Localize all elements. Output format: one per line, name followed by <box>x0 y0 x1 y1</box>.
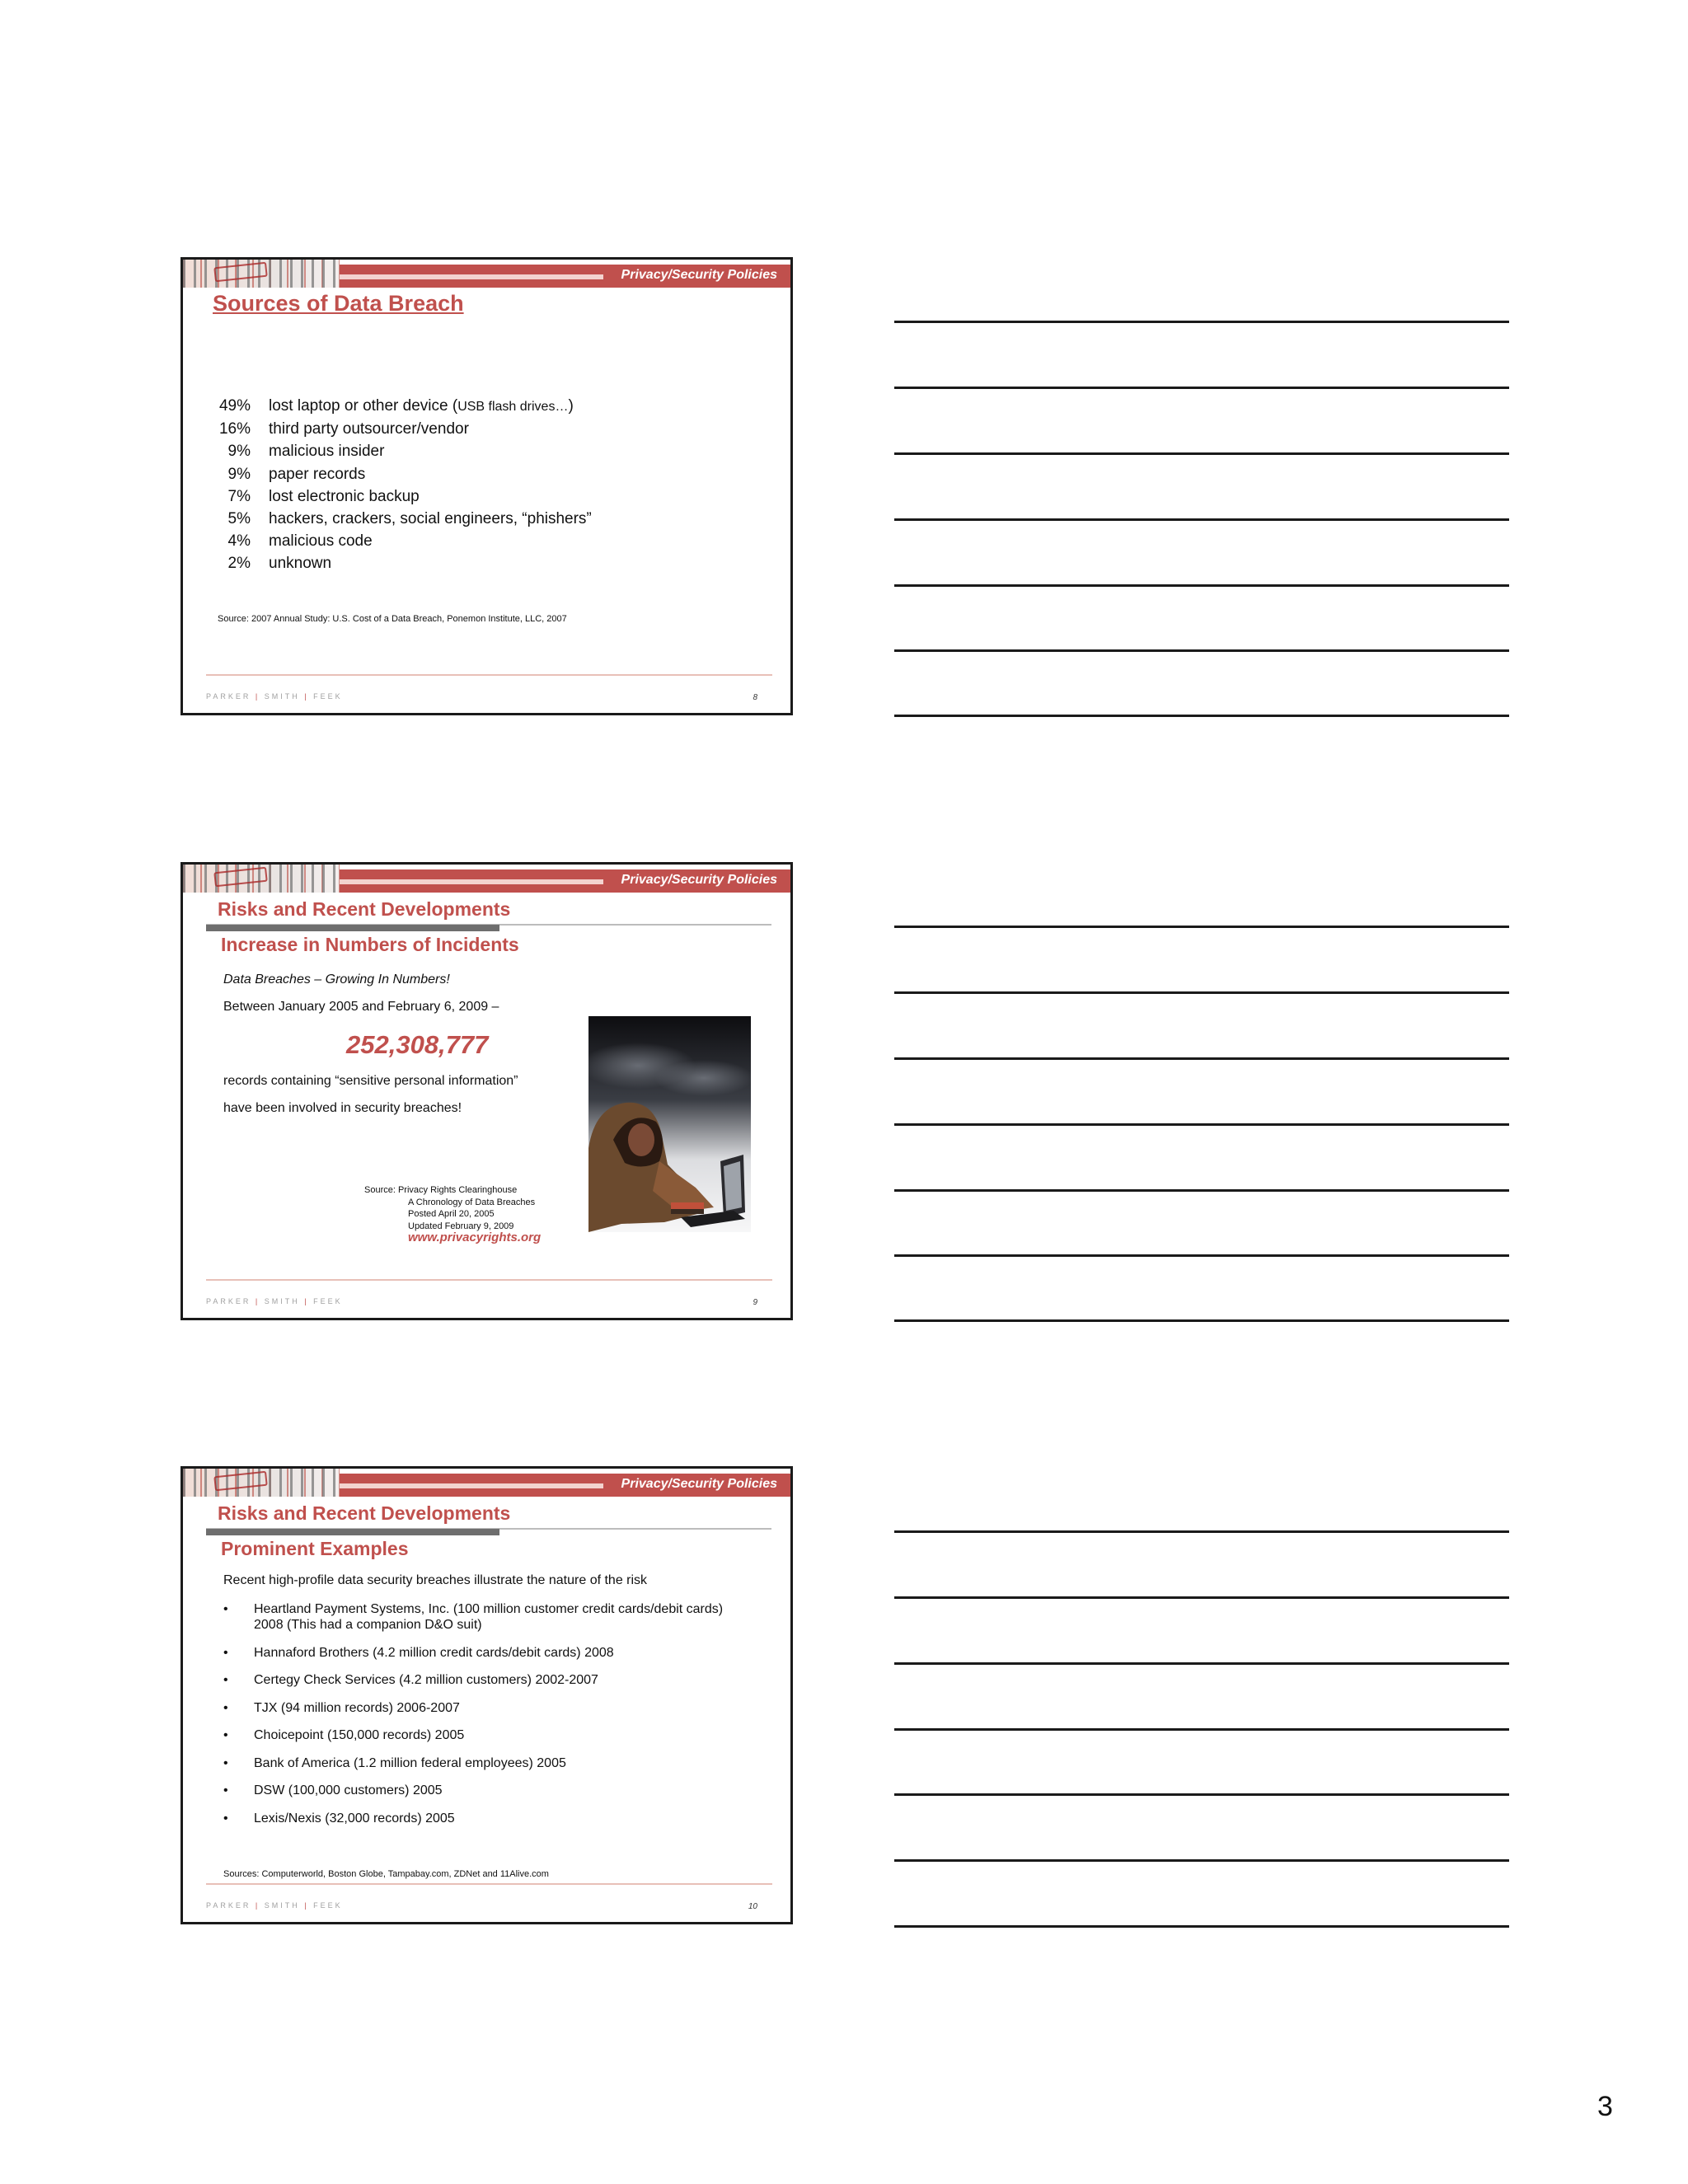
section-title: Risks and Recent Developments <box>218 1502 511 1524</box>
banner-label: Privacy/Security Policies <box>621 268 777 282</box>
percent: 16% <box>218 420 251 438</box>
notes-line <box>894 926 1509 928</box>
source-link[interactable]: www.privacyrights.org <box>408 1230 542 1244</box>
tagline: Data Breaches – Growing In Numbers! <box>223 972 450 987</box>
records-count: 252,308,777 <box>346 1030 489 1059</box>
notes-line <box>894 1123 1509 1126</box>
banner-image <box>183 865 340 893</box>
list-item: • Choicepoint (150,000 records) 2005 <box>223 1728 465 1742</box>
percent: 7% <box>227 487 251 505</box>
notes-line <box>894 1189 1509 1192</box>
banner-label: Privacy/Security Policies <box>621 1477 777 1491</box>
slide-banner <box>183 260 790 288</box>
hacker-laptop-photo <box>588 1016 751 1255</box>
list-item: • Certegy Check Services (4.2 million customers) 2002-2007 <box>223 1673 598 1687</box>
body-text: have been involved in security breaches! <box>223 1101 462 1115</box>
footer-divider <box>206 1883 772 1885</box>
label: lost laptop or other device ( <box>269 397 458 415</box>
label: malicious insider <box>269 443 385 461</box>
percent: 5% <box>227 510 251 528</box>
notes-line <box>894 1793 1509 1796</box>
notes-line <box>894 1859 1509 1862</box>
notes-line <box>894 1530 1509 1533</box>
percent: 2% <box>227 555 251 573</box>
list-item <box>206 485 592 508</box>
notes-line <box>894 1925 1509 1928</box>
body-text: records containing “sensitive personal information” <box>223 1074 518 1088</box>
notes-line <box>894 1662 1509 1665</box>
percent: 49% <box>218 397 251 415</box>
source-note: Source: Privacy Rights Clearinghouse A Chronology of Data Breaches Posted April 20, 2005 Updated February 9, 2009 www.privacyrights.org <box>364 1185 542 1244</box>
slide-title: Sources of Data Breach <box>213 291 464 316</box>
document-page-number: 3 <box>1597 2091 1613 2122</box>
notes-line <box>894 1254 1509 1257</box>
list-item: • Heartland Payment Systems, Inc. (100 million customer credit cards/debit cards) 2008 (This had a companion D&O suit) <box>223 1602 724 1632</box>
notes-line <box>894 452 1509 455</box>
list-item <box>206 463 592 485</box>
notes-line <box>894 1057 1509 1060</box>
notes-line <box>894 387 1509 389</box>
slide-page-number: 10 <box>748 1902 757 1911</box>
notes-line <box>894 715 1509 717</box>
list-item <box>206 552 592 574</box>
notes-line <box>894 1728 1509 1731</box>
notes-line <box>894 991 1509 994</box>
label-detail: USB flash drives… <box>457 400 569 414</box>
label: unknown <box>269 555 332 573</box>
breach-examples-list <box>223 1601 751 1838</box>
source-note: Source: 2007 Annual Study: U.S. Cost of a Data Breach, Ponemon Institute, LLC, 2007 <box>218 614 567 624</box>
label: hackers, crackers, social engineers, “phishers” <box>269 510 592 528</box>
notes-line <box>894 518 1509 521</box>
notes-line <box>894 1596 1509 1599</box>
label: paper records <box>269 465 366 483</box>
label: malicious code <box>269 532 373 551</box>
percent: 9% <box>227 465 251 483</box>
list-item: • Bank of America (1.2 million federal employees) 2005 <box>223 1755 566 1770</box>
footer-logo: PARKER | SMITH | FEEK <box>206 692 343 701</box>
banner-image <box>183 260 340 288</box>
list-item: • DSW (100,000 customers) 2005 <box>223 1783 443 1797</box>
list-item: • Hannaford Brothers (4.2 million credit cards/debit cards) 2008 <box>223 1645 614 1660</box>
notes-line <box>894 584 1509 587</box>
label: third party outsourcer/vendor <box>269 420 469 438</box>
notes-line <box>894 649 1509 652</box>
percent: 4% <box>227 532 251 551</box>
label: lost electronic backup <box>269 487 420 505</box>
list-item: • Lexis/Nexis (32,000 records) 2005 <box>223 1811 455 1825</box>
source-note: Sources: Computerworld, Boston Globe, Tampabay.com, ZDNet and 11Alive.com <box>223 1869 549 1879</box>
footer-divider <box>206 674 772 676</box>
intro-text: Recent high-profile data security breaches illustrate the nature of the risk <box>223 1573 648 1587</box>
percent: 9% <box>227 443 251 461</box>
footer-divider <box>206 1279 772 1281</box>
slide-subtitle: Prominent Examples <box>221 1538 409 1559</box>
slide-sources-of-data-breach <box>181 257 793 715</box>
breach-source-list <box>206 395 592 575</box>
section-title: Risks and Recent Developments <box>218 898 511 920</box>
slide-increase-in-incidents <box>181 862 793 1320</box>
notes-line <box>894 321 1509 323</box>
list-item: 49% lost laptop or other device (USB flash drives…) <box>206 395 592 418</box>
date-range-text: Between January 2005 and February 6, 2009 – <box>223 1000 499 1014</box>
banner-label: Privacy/Security Policies <box>621 873 777 887</box>
slide-page-number: 9 <box>753 1298 757 1307</box>
slide-page-number: 8 <box>753 693 757 702</box>
slide-prominent-examples <box>181 1466 793 1924</box>
footer-logo: PARKER | SMITH | FEEK <box>206 1901 343 1910</box>
notes-line <box>894 1319 1509 1322</box>
list-item <box>206 440 592 462</box>
slide-banner <box>183 865 790 893</box>
list-item <box>206 530 592 552</box>
slide-subtitle: Increase in Numbers of Incidents <box>221 934 519 955</box>
banner-image <box>183 1469 340 1497</box>
footer-logo: PARKER | SMITH | FEEK <box>206 1297 343 1305</box>
list-item <box>206 418 592 440</box>
list-item <box>206 508 592 530</box>
slide-banner <box>183 1469 790 1497</box>
list-item: • TJX (94 million records) 2006-2007 <box>223 1700 460 1715</box>
